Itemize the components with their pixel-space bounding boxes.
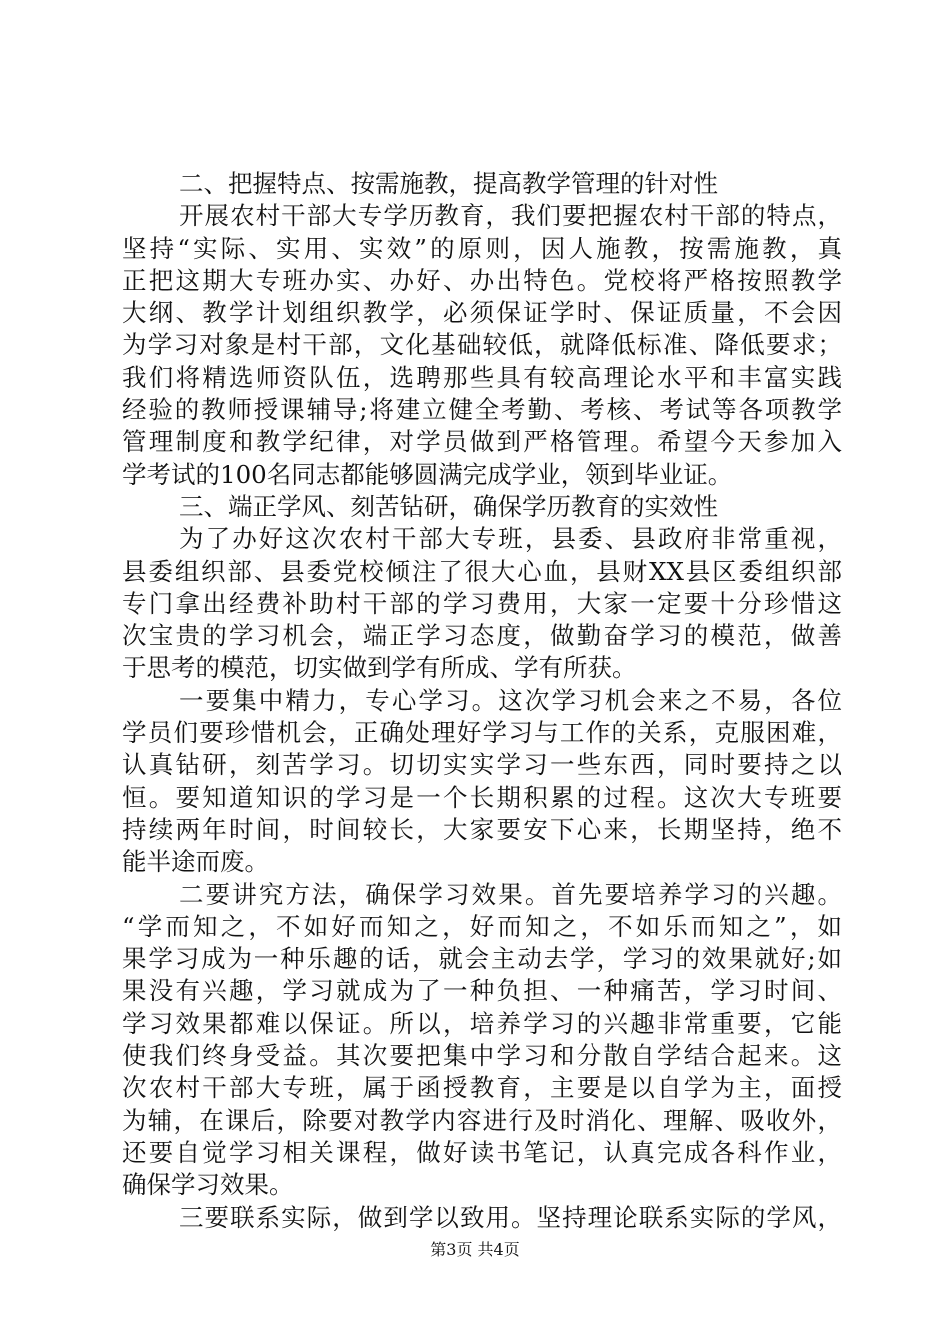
paragraph-line: 坚持“实际、实用、实效”的原则，因人施教，按需施教，真 [122, 233, 842, 263]
paragraph-line: 次农村干部大专班，属于函授教育，主要是以自学为主，面授 [122, 1073, 842, 1103]
paragraph-line: 学习效果都难以保证。所以，培养学习的兴趣非常重要，它能 [122, 1008, 842, 1038]
page-number-footer: 第3页 共4页 [430, 1240, 520, 1259]
paragraph-line: 果学习成为一种乐趣的话，就会主动去学，学习的效果就好;如 [122, 944, 842, 974]
paragraph-line: 于思考的模范，切实做到学有所成、学有所获。 [122, 653, 637, 683]
paragraph-line: 为辅，在课后，除要对教学内容进行及时消化、理解、吸收外， [122, 1105, 842, 1135]
paragraph-line: 果没有兴趣，学习就成为了一种负担、一种痛苦，学习时间、 [122, 976, 842, 1006]
section-heading-2: 二、把握特点、按需施教，提高教学管理的针对性 [179, 169, 718, 198]
paragraph-line: 大纲、教学计划组织教学，必须保证学时、保证质量，不会因 [122, 298, 842, 328]
paragraph-line: 认真钻研，刻苦学习。切切实实学习一些东西，同时要持之以 [122, 750, 842, 780]
paragraph-line: 次宝贵的学习机会，端正学习态度，做勤奋学习的模范，做善 [122, 621, 842, 651]
paragraph-line: 使我们终身受益。其次要把集中学习和分散自学结合起来。这 [122, 1041, 842, 1071]
paragraph-line: 能半途而废。 [122, 847, 269, 877]
paragraph-line: 县委组织部、县委党校倾注了很大心血，县财XX县区委组织部 [122, 556, 842, 586]
paragraph-line: 管理制度和教学纪律，对学员做到严格管理。希望今天参加入 [122, 427, 842, 457]
paragraph-line: 为学习对象是村干部，文化基础较低，就降低标准、降低要求； [122, 330, 842, 360]
paragraph-line: 学考试的100名同志都能够圆满完成学业，领到毕业证。 [122, 459, 733, 489]
paragraph-line: 我们将精选师资队伍，选聘那些具有较高理论水平和丰富实践 [122, 362, 842, 392]
paragraph-line: 还要自觉学习相关课程，做好读书笔记，认真完成各科作业， [122, 1137, 842, 1167]
paragraph-line: 恒。要知道知识的学习是一个长期积累的过程。这次大专班要 [122, 782, 842, 812]
paragraph-line: 开展农村干部大专学历教育，我们要把握农村干部的特点， [179, 201, 842, 231]
paragraph-line: 专门拿出经费补助村干部的学习费用，大家一定要十分珍惜这 [122, 588, 842, 618]
paragraph-line: 一要集中精力，专心学习。这次学习机会来之不易，各位 [179, 685, 842, 715]
paragraph-line: 持续两年时间，时间较长，大家要安下心来，长期坚持，绝不 [122, 814, 842, 844]
document-body [122, 168, 842, 1234]
paragraph-line: 三要联系实际，做到学以致用。坚持理论联系实际的学风， [179, 1202, 842, 1232]
paragraph-line: 二要讲究方法，确保学习效果。首先要培养学习的兴趣。 [179, 879, 842, 909]
paragraph-line: 正把这期大专班办实、办好、办出特色。党校将严格按照教学 [122, 265, 842, 295]
section-heading-3: 三、端正学风、刻苦钻研，确保学历教育的实效性 [179, 491, 718, 521]
paragraph-line: 确保学习效果。 [122, 1170, 294, 1200]
paragraph-line: “学而知之，不如好而知之，好而知之，不如乐而知之”，如 [122, 911, 842, 941]
paragraph-line: 经验的教师授课辅导;将建立健全考勤、考核、考试等各项教学 [122, 395, 842, 425]
paragraph-line: 为了办好这次农村干部大专班，县委、县政府非常重视， [179, 524, 842, 554]
paragraph-line: 学员们要珍惜机会，正确处理好学习与工作的关系，克服困难， [122, 718, 842, 748]
